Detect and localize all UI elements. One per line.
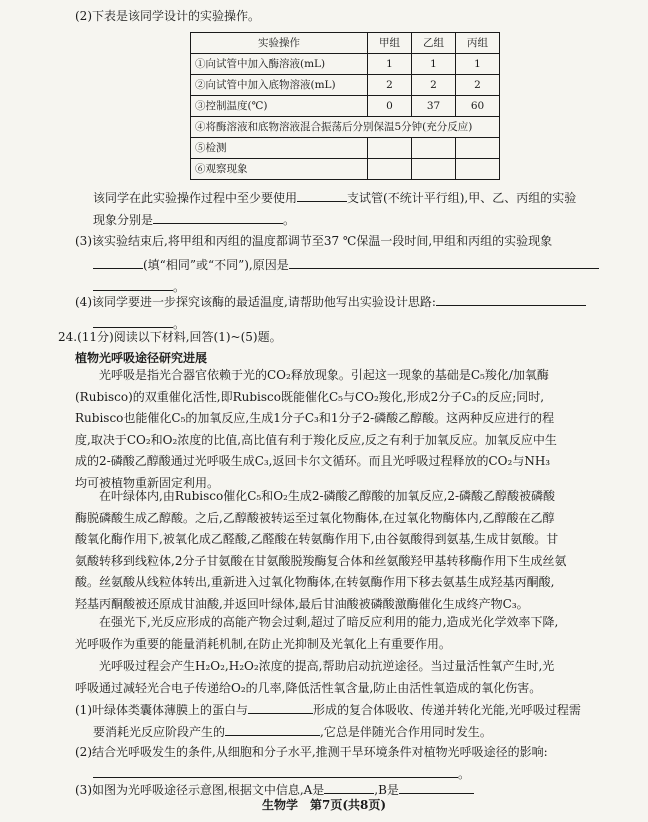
answer-blank[interactable] <box>324 782 374 794</box>
material-paragraph-4: 光呼吸过程会产生H₂O₂,H₂O₂浓度的提高,帮助启动抗逆途径。当过量活性氧产生时,光 呼吸通过减轻光合电子传递给O₂的几率,降低活性氧含量,防止由活性氧造成的氧化伤害。 <box>75 659 555 695</box>
page-footer: 生物学 第7页(共8页) <box>261 798 387 812</box>
header-yi: 乙组 <box>412 33 456 54</box>
bing-cell: 2 <box>456 75 500 96</box>
q2-line-1: 该同学在此实验操作过程中至少要使用 支试管(不统计平行组),甲、乙、丙组的实验 <box>93 191 577 205</box>
q3-line-2: (填“相同”或“不同”),原因是 <box>93 257 599 271</box>
q3-line-1: (3)该实验结束后,将甲组和丙组的温度都调节至37 ℃保温一段时间,甲组和丙组的实验现象 <box>75 234 553 248</box>
answer-blank[interactable] <box>289 257 599 269</box>
header-operation: 实验操作 <box>191 33 368 54</box>
material-paragraph-1: 光呼吸是指光合器官依赖于光的CO₂释放现象。引起这一现象的基础是C₅羧化/加氧酶 (Rubisco)的双重催化活性,即Rubisco既能催化C₅与CO₂羧化,形成2分子C₃的反应;同时, Rubisco也能催化C₅的加氧反应,生成1分子C₃和1分子2-磷酸乙醇酸。这两种反应进行的程 度,取决于CO₂和O₂浓度的比值,高比值有利于羧化反应,反之有利于加氧反应。加氧反应中生 成的2-磷酸乙醇酸通过光呼吸生成C₃,返回卡尔文循环。而且光呼吸过程释放的CO₂与NH₃ 均可被植物重新固定利用。 <box>75 368 557 490</box>
material-paragraph-3: 在强光下,光反应形成的高能产物会过剩,超过了暗反应利用的能力,造成光化学效率下降, 光呼吸作为重要的能量消耗机制,在防止光抑制及光氧化上有重要作用。 <box>75 615 559 651</box>
q3-line-3: 。 <box>93 279 185 293</box>
answer-blank[interactable] <box>93 766 458 778</box>
table-row <box>191 138 500 159</box>
op-cell: ③控制温度(℃) <box>191 96 368 117</box>
bing-cell: 60 <box>456 96 500 117</box>
answer-blank[interactable] <box>93 257 143 269</box>
experiment-table <box>190 32 500 180</box>
q24-2-line-2: 。 <box>93 766 470 780</box>
header-jia: 甲组 <box>368 33 412 54</box>
jia-cell: 0 <box>368 96 412 117</box>
q24-1-line-1: (1)叶绿体类囊体薄膜上的蛋白与 形成的复合体吸收、传递并转化光能,光呼吸过程需 <box>75 703 581 717</box>
q4-line-1: (4)该同学要进一步探究该酶的最适温度,请帮助他写出实验设计思路: <box>75 294 586 308</box>
answer-blank[interactable] <box>436 294 586 306</box>
yi-cell: 2 <box>412 75 456 96</box>
yi-cell: 37 <box>412 96 456 117</box>
op-cell: ①向试管中加入酶溶液(mL) <box>191 54 368 75</box>
material-title: 植物光呼吸途径研究进展 <box>75 351 208 365</box>
op-cell: ②向试管中加入底物溶液(mL) <box>191 75 368 96</box>
q4-line-2: 。 <box>93 316 185 330</box>
answer-blank[interactable] <box>225 724 320 736</box>
op-cell: ⑥观察现象 <box>191 159 368 180</box>
op-cell: ⑤检测 <box>191 138 368 159</box>
answer-blank[interactable] <box>297 190 347 202</box>
answer-blank[interactable] <box>248 702 313 714</box>
answer-blank[interactable] <box>93 279 173 291</box>
q24-1-line-2: 要消耗光反应阶段产生的 ,它总是伴随光合作用同时发生。 <box>93 725 492 739</box>
bing-cell: 1 <box>456 54 500 75</box>
table-row <box>191 75 500 96</box>
q24-title: 24.(11分)阅读以下材料,回答(1)~(5)题。 <box>58 330 282 344</box>
q24-3-line: (3)如图为光呼吸途径示意图,根据文中信息,A是 ,B是 <box>75 782 474 796</box>
answer-blank[interactable] <box>399 782 474 794</box>
table-row <box>191 117 500 138</box>
jia-cell: 2 <box>368 75 412 96</box>
q2-line-2: 现象分别是 。 <box>93 213 296 227</box>
material-paragraph-2: 在叶绿体内,由Rubisco催化C₅和O₂生成2-磷酸乙醇酸的加氧反应,2-磷酸乙醇酸被磷酸 酶脱磷酸生成乙醇酸。之后,乙醇酸被转运至过氧化物酶体,在过氧化物酶体内,乙醇酸在乙醇 酸氧化酶作用下,被氧化成乙醛酸,乙醛酸在转氨酶作用下,由谷氨酸得到氨基,生成甘氨酸。甘 氨酸转移到线粒体,2分子甘氨酸在甘氨酸脱羧酶复合体和丝氨酸羟甲基转移酶作用下生成丝氨 酸。丝氨酸从线粒体转出,重新进入过氧化物酶体,在转氨酶作用下移去氨基生成羟基丙酮酸, 羟基丙酮酸被还原成甘油酸,并返回叶绿体,最后甘油酸被磷酸激酶催化生成终产物C₃。 <box>75 489 567 611</box>
table-row <box>191 54 500 75</box>
q24-2-line-1: (2)结合光呼吸发生的条件,从细胞和分子水平,推测干旱环境条件对植物光呼吸途径的影响: <box>75 745 548 759</box>
q2-intro: (2)下表是该同学设计的实验操作。 <box>75 9 260 23</box>
yi-cell: 1 <box>412 54 456 75</box>
table-row <box>191 96 500 117</box>
header-bing: 丙组 <box>456 33 500 54</box>
answer-blank[interactable] <box>153 212 283 224</box>
jia-cell: 1 <box>368 54 412 75</box>
table-header-row <box>191 33 500 54</box>
op-cell-merged: ④将酶溶液和底物溶液混合振荡后分别保温5分钟(充分反应) <box>191 117 500 138</box>
answer-blank[interactable] <box>93 316 173 328</box>
table-row <box>191 159 500 180</box>
